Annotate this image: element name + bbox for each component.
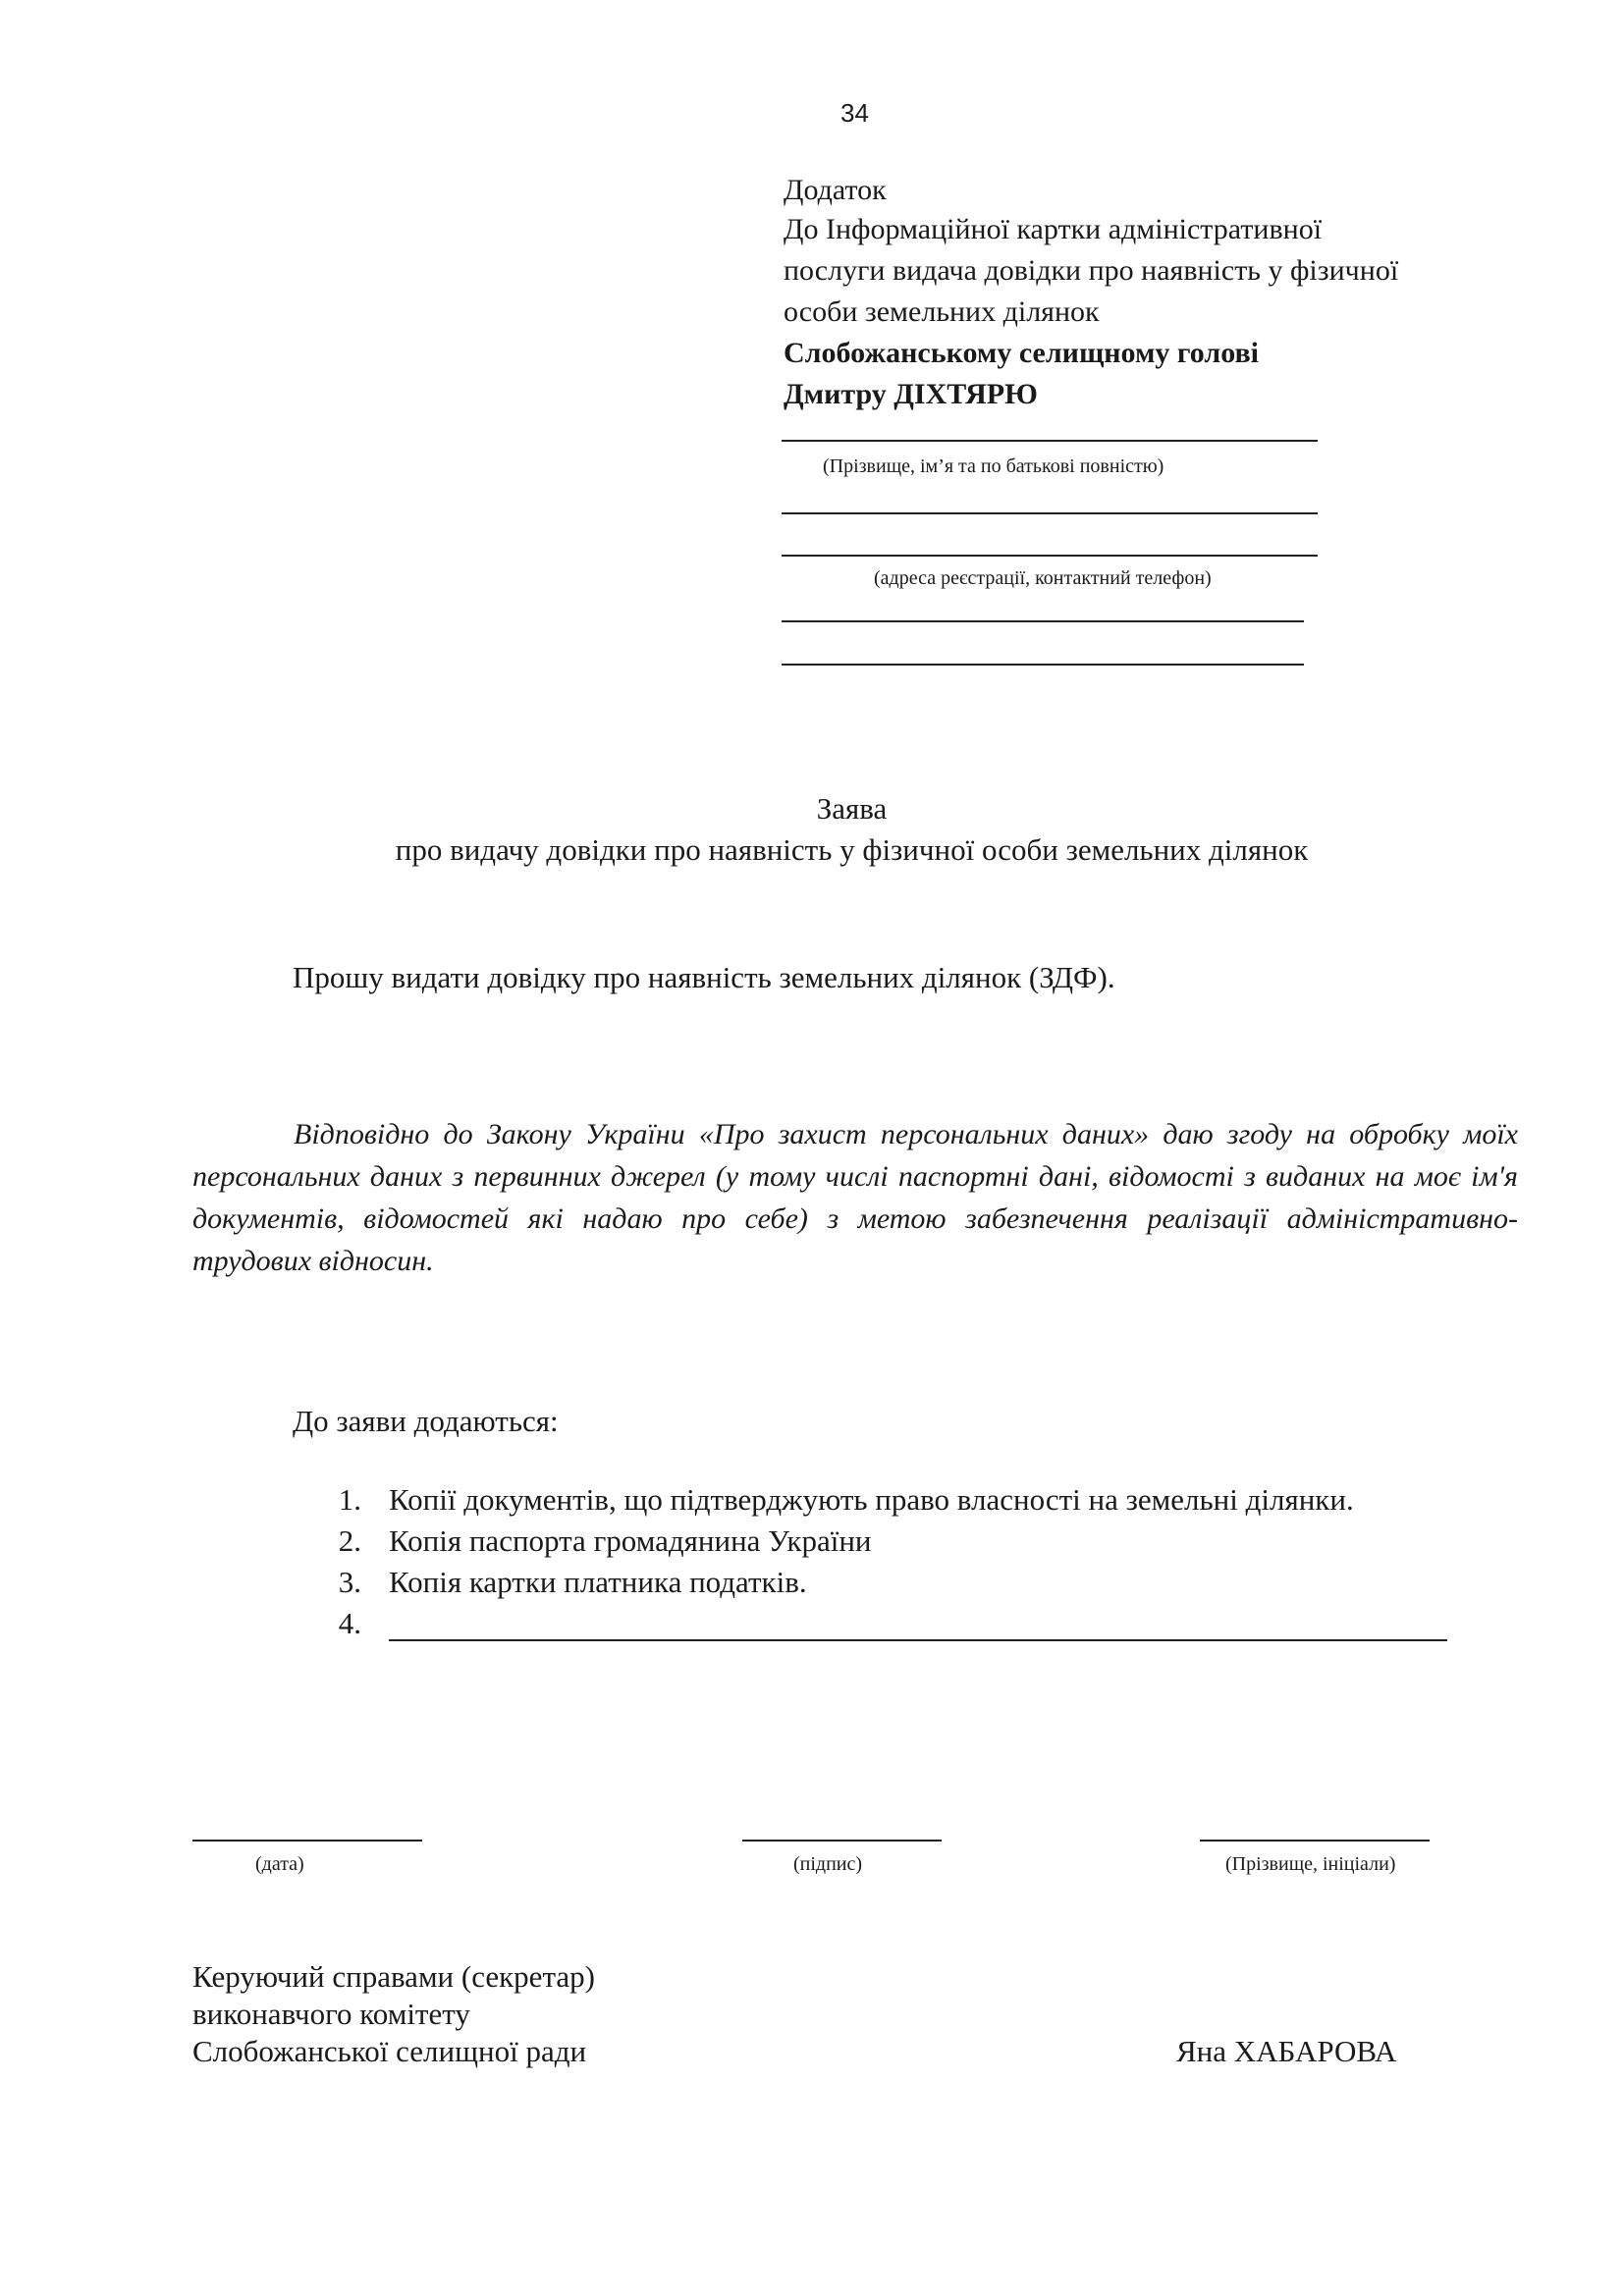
request-text: Прошу видати довідку про наявність земельних ділянок (ЗДФ). (293, 960, 1115, 994)
document-title: Заява (816, 791, 888, 826)
appendix-ref-line-2: послуги видача довідки про наявність у фізичної (784, 254, 1399, 287)
signatory-position-line-1: Керуючий справами (секретар) (192, 1959, 595, 1994)
date-line[interactable] (192, 1840, 422, 1842)
attachment-2-text: Копія паспорта громадянина України (389, 1523, 872, 1558)
attachment-4-line[interactable] (389, 1639, 1447, 1641)
surname-caption: (Прізвище, ініціали) (1225, 1853, 1396, 1875)
signatory-position-line-2: виконавчого комітету (192, 1997, 470, 2031)
address-caption: (адреса реєстрації, контактний телефон) (874, 567, 1212, 589)
attachment-4-number: 4. (338, 1606, 361, 1640)
page-number: 34 (840, 98, 869, 128)
date-caption: (дата) (255, 1853, 304, 1875)
recipient-name: Дмитру ДІХТЯРЮ (784, 378, 1038, 410)
signatory-name: Яна ХАБАРОВА (1176, 2034, 1397, 2068)
address-line-2[interactable] (782, 555, 1318, 557)
surname-line[interactable] (1200, 1840, 1430, 1842)
attachment-1-number: 1. (338, 1482, 361, 1517)
extra-line-1[interactable] (782, 620, 1304, 622)
attachments-heading: До заяви додаються: (293, 1404, 559, 1438)
applicant-name-line[interactable] (782, 440, 1318, 442)
attachment-2-number: 2. (338, 1523, 361, 1558)
extra-line-2[interactable] (782, 664, 1304, 666)
signature-line[interactable] (742, 1840, 942, 1842)
applicant-name-caption: (Прізвище, ім’я та по батькові повністю) (823, 455, 1164, 477)
address-line-1[interactable] (782, 512, 1318, 514)
attachment-3-text: Копія картки платника податків. (389, 1565, 807, 1599)
appendix-label: Додаток (784, 174, 887, 206)
attachment-3-number: 3. (338, 1565, 361, 1599)
document-subtitle: про видачу довідки про наявність у фізичної особи земельних ділянок (395, 832, 1309, 867)
signature-caption: (підпис) (793, 1853, 863, 1875)
recipient-title: Слобожанському селищному голові (784, 337, 1260, 369)
appendix-ref-line-3: особи земельних ділянок (784, 295, 1100, 328)
appendix-ref-line-1: До Інформаційної картки адміністративної (784, 213, 1323, 245)
consent-paragraph: Відповідно до Закону України «Про захист персональних даних» даю згоду на обробку моїх персональних даних з первинних джерел (у тому числі паспортні дані, відомості з виданих на моє ім'я документів, відомостей які надаю про себе) з метою забезпечення реалізації адміністративно-трудових відносин. (192, 1118, 1518, 1277)
attachment-1-text: Копії документів, що підтверджують право власності на земельні ділянки. (389, 1482, 1354, 1517)
signatory-position-line-3: Слобожанської селищної ради (192, 2034, 587, 2068)
